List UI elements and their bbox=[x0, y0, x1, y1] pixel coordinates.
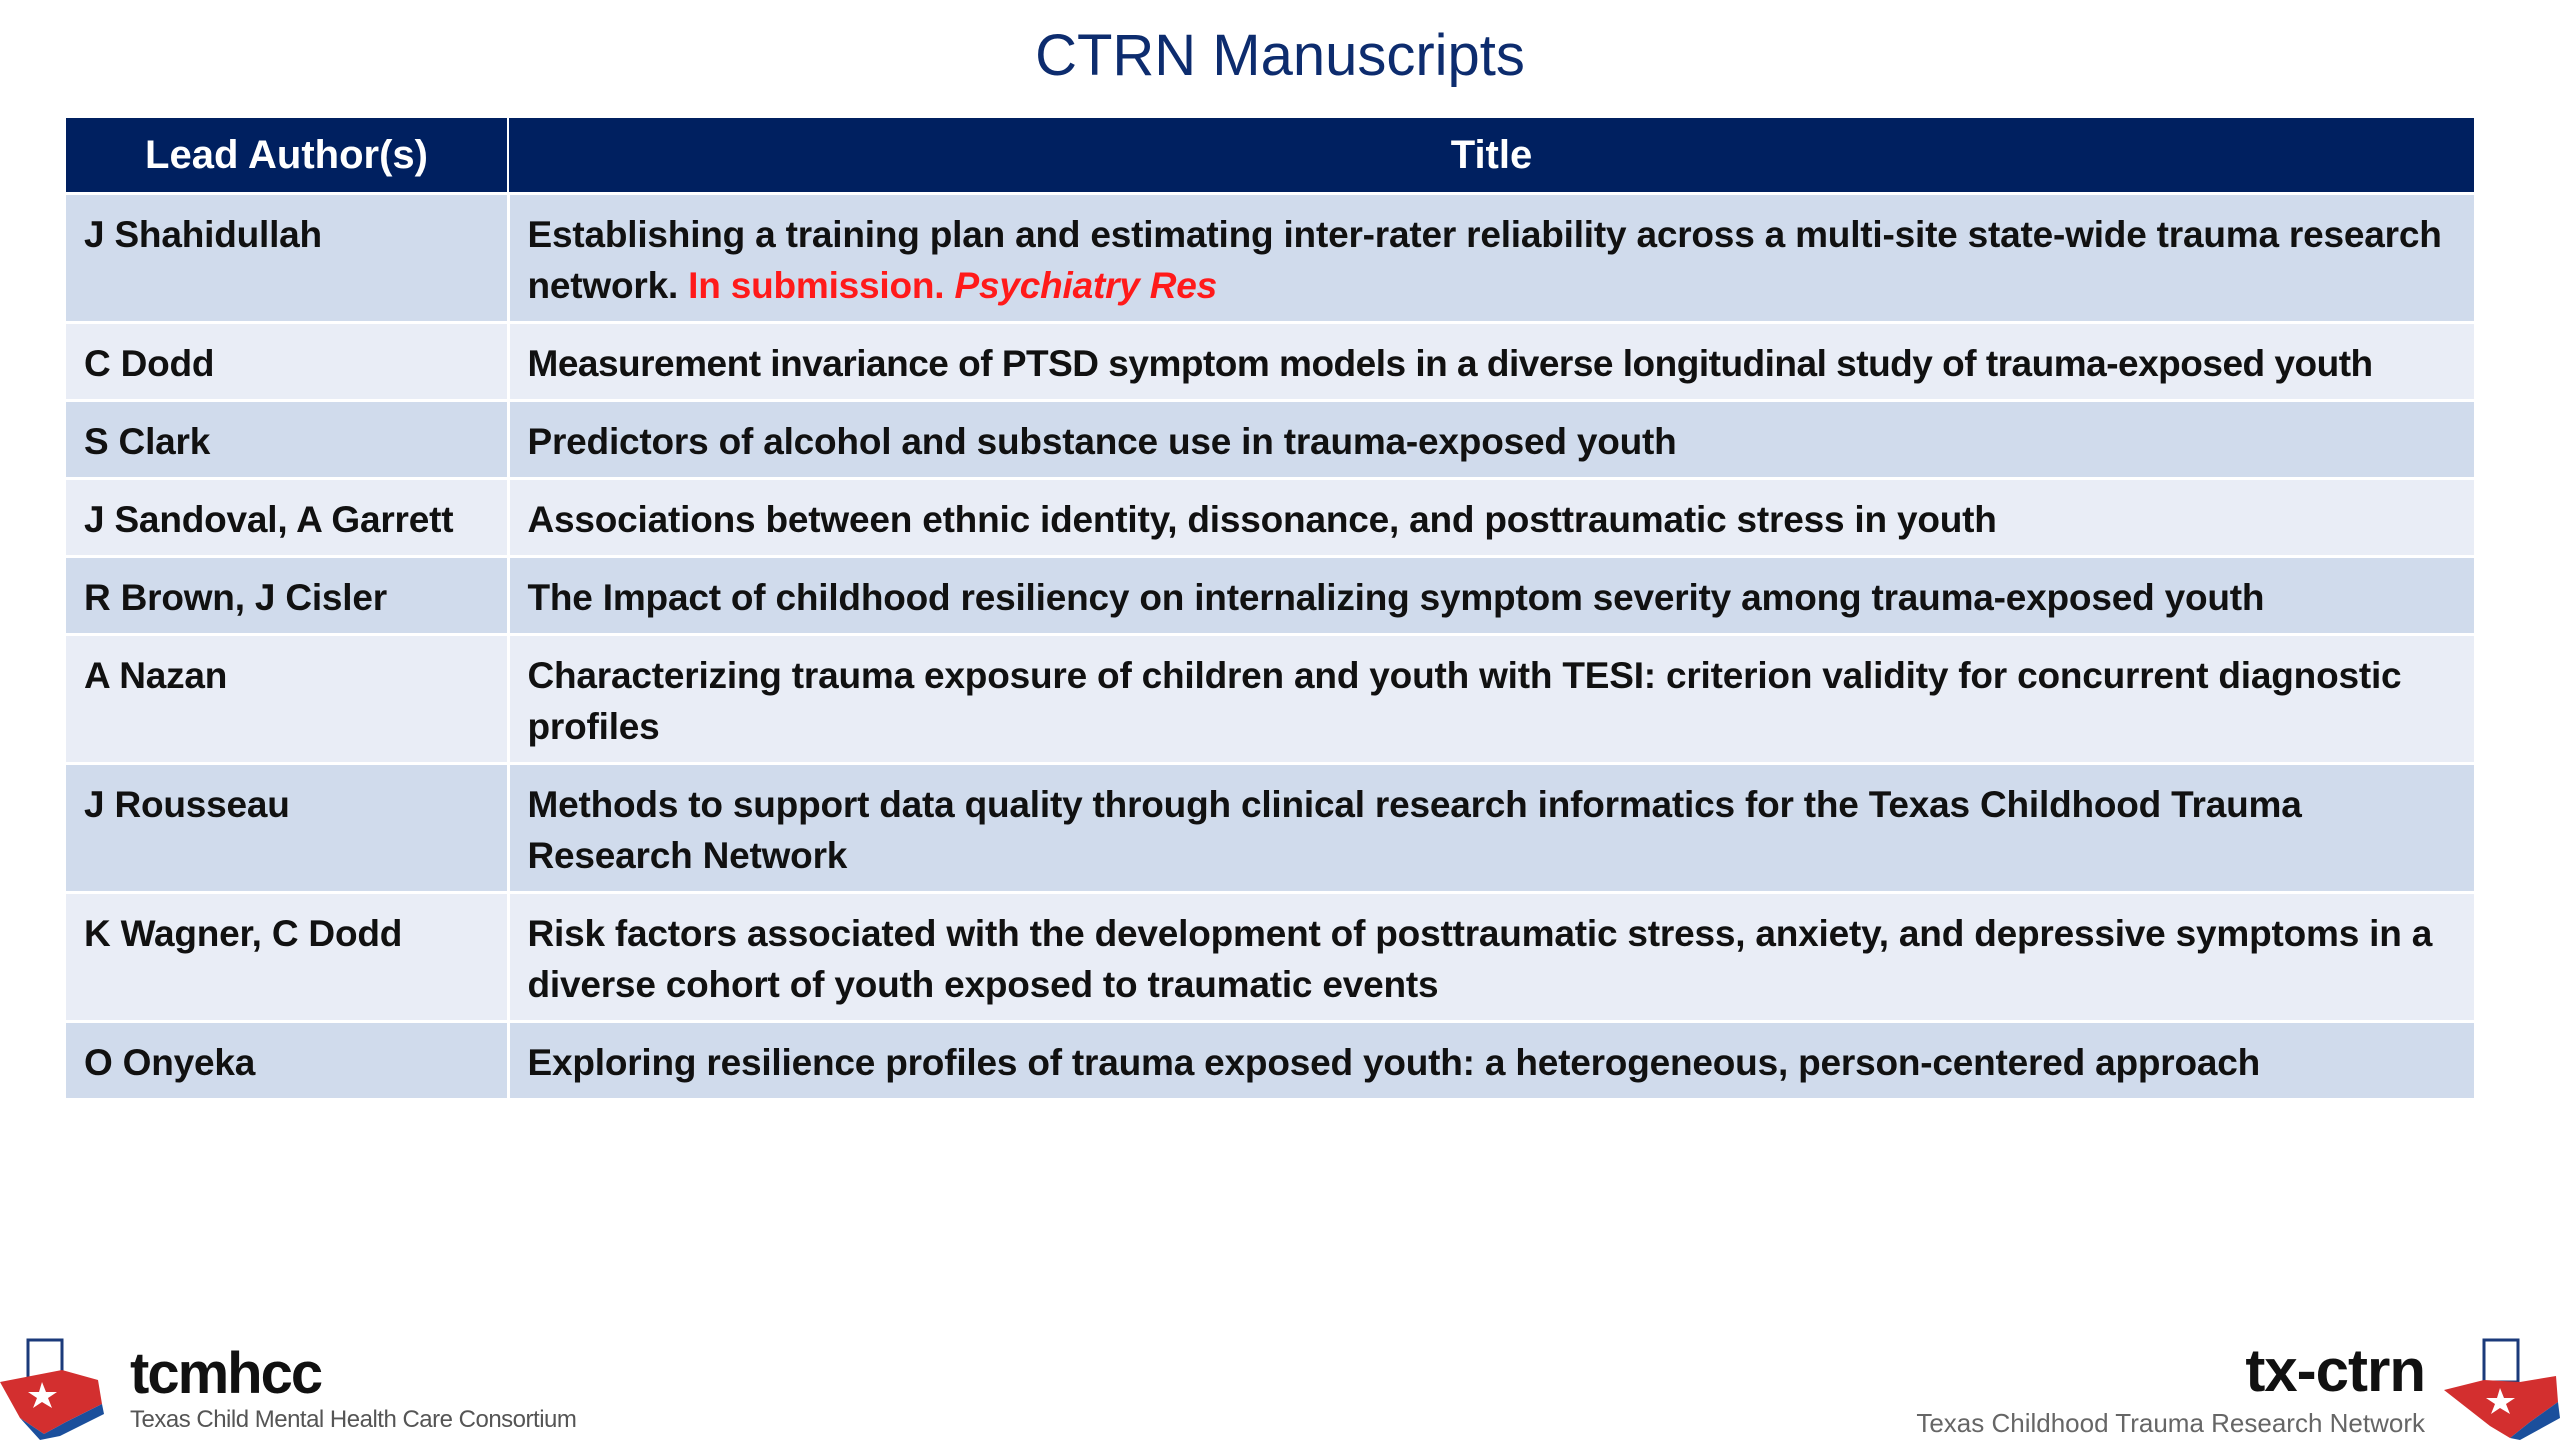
manuscripts-table-container bbox=[66, 118, 2474, 1101]
title-cell: Methods to support data quality through clinical research informatics for the Texas Childhood Trauma Research Network bbox=[508, 764, 2474, 893]
author-cell: A Nazan bbox=[66, 635, 508, 764]
title-cell: Associations between ethnic identity, dissonance, and posttraumatic stress in youth bbox=[508, 479, 2474, 557]
title-cell: Risk factors associated with the development of posttraumatic stress, anxiety, and depressive symptoms in a diverse cohort of youth exposed to traumatic events bbox=[508, 893, 2474, 1022]
tcmhcc-tagline: Texas Child Mental Health Care Consortium bbox=[130, 1406, 577, 1433]
journal-name: Psychiatry Res bbox=[954, 265, 1218, 306]
title-cell: Exploring resilience profiles of trauma exposed youth: a heterogeneous, person-centered approach bbox=[508, 1022, 2474, 1100]
table-row bbox=[66, 635, 2474, 764]
title-cell: Predictors of alcohol and substance use in trauma-exposed youth bbox=[508, 401, 2474, 479]
manuscript-title: Establishing a training plan and estimating inter-rater reliability across a multi-site state-wide trauma research network. bbox=[527, 214, 2442, 306]
author-cell: C Dodd bbox=[66, 323, 508, 401]
submission-status: In submission. bbox=[688, 265, 945, 306]
tcmhcc-logo bbox=[0, 1330, 620, 1440]
tx-ctrn-logo bbox=[1800, 1330, 2560, 1440]
tx-ctrn-brand: tx-ctrn bbox=[2245, 1337, 2425, 1404]
table-row bbox=[66, 479, 2474, 557]
author-cell: J Sandoval, A Garrett bbox=[66, 479, 508, 557]
manuscripts-table bbox=[66, 118, 2474, 1101]
title-cell: Measurement invariance of PTSD symptom models in a diverse longitudinal study of trauma-exposed youth bbox=[508, 323, 2474, 401]
author-cell: K Wagner, C Dodd bbox=[66, 893, 508, 1022]
table-row bbox=[66, 557, 2474, 635]
title-cell bbox=[508, 194, 2474, 323]
texas-flag-icon bbox=[0, 1330, 110, 1440]
table-row bbox=[66, 323, 2474, 401]
table-row bbox=[66, 401, 2474, 479]
tcmhcc-brand: tcmhcc bbox=[130, 1341, 322, 1406]
author-cell: J Shahidullah bbox=[66, 194, 508, 323]
title-cell: The Impact of childhood resiliency on internalizing symptom severity among trauma-exposed youth bbox=[508, 557, 2474, 635]
tx-ctrn-tagline: Texas Childhood Trauma Research Network bbox=[1916, 1408, 2425, 1438]
table-header-row bbox=[66, 118, 2474, 194]
slide-title: CTRN Manuscripts bbox=[1035, 23, 1525, 88]
texas-flag-icon bbox=[2440, 1330, 2560, 1440]
table-row bbox=[66, 1022, 2474, 1100]
header-title: Title bbox=[508, 118, 2474, 194]
table-row bbox=[66, 764, 2474, 893]
author-cell: J Rousseau bbox=[66, 764, 508, 893]
author-cell: S Clark bbox=[66, 401, 508, 479]
title-cell: Characterizing trauma exposure of children and youth with TESI: criterion validity for concurrent diagnostic profiles bbox=[508, 635, 2474, 764]
table-row bbox=[66, 194, 2474, 323]
header-lead-authors: Lead Author(s) bbox=[66, 118, 508, 194]
author-cell: O Onyeka bbox=[66, 1022, 508, 1100]
author-cell: R Brown, J Cisler bbox=[66, 557, 508, 635]
table-row bbox=[66, 893, 2474, 1022]
